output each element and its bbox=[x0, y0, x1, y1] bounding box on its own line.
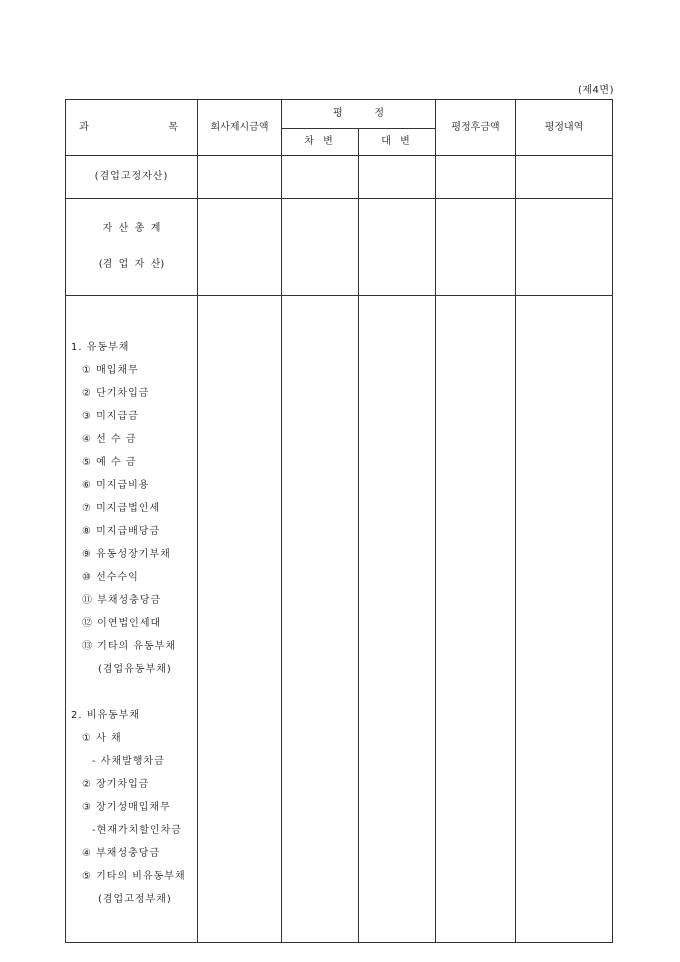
cell-empty bbox=[282, 156, 359, 199]
noncurrent-item: ⑤ 기타의 비유동부채 bbox=[82, 871, 186, 882]
header-adjustment: 평 정 bbox=[282, 100, 436, 129]
current-item: ⑨ 유동성장기부채 bbox=[82, 549, 171, 560]
total-assets-label bbox=[66, 199, 198, 296]
cell-empty bbox=[359, 199, 436, 296]
noncurrent-item: ② 장기차입금 bbox=[82, 779, 150, 790]
current-item: ① 매입채무 bbox=[82, 365, 139, 376]
combined-fixed-assets-label: (겸업고정자산) bbox=[66, 156, 198, 199]
noncurrent-item: ① 사 채 bbox=[82, 733, 122, 744]
noncurrent-combined-label: (겸업고정부채) bbox=[98, 894, 172, 905]
current-item: ⑬ 기타의 유동부채 bbox=[82, 641, 176, 652]
header-account: 과 목 bbox=[66, 100, 198, 156]
current-item: ⑦ 미지급법인세 bbox=[82, 503, 161, 514]
cell-empty bbox=[198, 296, 282, 943]
noncurrent-subitem: - 사채발행차금 bbox=[92, 756, 165, 767]
header-credit: 대 변 bbox=[359, 129, 436, 156]
header-debit: 차 변 bbox=[282, 129, 359, 156]
current-item: ⑧ 미지급배당금 bbox=[82, 526, 161, 537]
cell-empty bbox=[516, 199, 613, 296]
current-liabilities-title: 1. 유동부채 bbox=[71, 342, 130, 353]
current-item: ⑪ 부채성충당금 bbox=[82, 595, 162, 606]
current-item: ⑤ 예 수 금 bbox=[82, 457, 137, 468]
noncurrent-item: ③ 장기성매입채무 bbox=[82, 802, 171, 813]
noncurrent-item: ④ 부채성충당금 bbox=[82, 848, 161, 859]
liabilities-row bbox=[66, 296, 613, 943]
header-details: 평정내역 bbox=[516, 100, 613, 156]
header-after-amount: 평정후금액 bbox=[436, 100, 516, 156]
spacer bbox=[66, 681, 197, 704]
current-item: ③ 미지급금 bbox=[82, 411, 139, 422]
noncurrent-liabilities-title: 2. 비유동부채 bbox=[71, 710, 141, 721]
current-item: ② 단기차입금 bbox=[82, 388, 150, 399]
cell-empty bbox=[359, 156, 436, 199]
cell-empty bbox=[436, 199, 516, 296]
total-assets-line1: 자 산 총 계 bbox=[102, 223, 161, 234]
current-item: ④ 선 수 금 bbox=[82, 434, 137, 445]
noncurrent-subitem: -현재가치할인차금 bbox=[92, 825, 182, 836]
page-number: (제4면) bbox=[578, 85, 614, 96]
current-item: ⑫ 이연법인세대 bbox=[82, 618, 162, 629]
cell-empty bbox=[282, 199, 359, 296]
header-row bbox=[66, 100, 613, 129]
cell-empty bbox=[516, 156, 613, 199]
current-item: ⑩ 선수수익 bbox=[82, 572, 139, 583]
cell-empty bbox=[436, 296, 516, 943]
cell-empty bbox=[516, 296, 613, 943]
header-company-amount: 회사제시금액 bbox=[198, 100, 282, 156]
current-item: ⑥ 미지급비용 bbox=[82, 480, 150, 491]
combined-fixed-assets-row bbox=[66, 156, 613, 199]
cell-empty bbox=[282, 296, 359, 943]
balance-sheet-table bbox=[65, 99, 613, 943]
total-assets-row bbox=[66, 199, 613, 296]
cell-empty bbox=[359, 296, 436, 943]
cell-empty bbox=[436, 156, 516, 199]
total-assets-line2: (겸 업 자 산) bbox=[98, 259, 165, 270]
current-combined-label: (겸업유동부채) bbox=[98, 664, 172, 675]
liabilities-list bbox=[66, 296, 198, 943]
cell-empty bbox=[198, 199, 282, 296]
cell-empty bbox=[198, 156, 282, 199]
